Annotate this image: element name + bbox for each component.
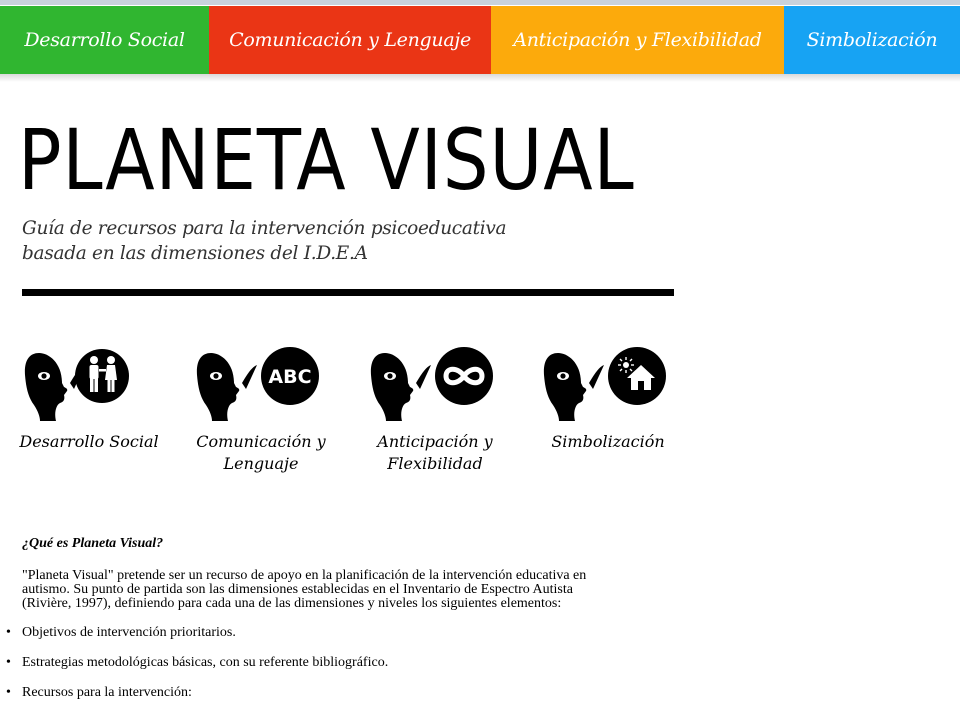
subtitle-line-1: Guía de recursos para la intervención psicoeducativa bbox=[22, 218, 507, 239]
dimension-links bbox=[0, 345, 960, 495]
dimension-simbolizacion[interactable] bbox=[523, 345, 693, 453]
header-divider bbox=[22, 289, 674, 296]
dimension-anticipacion-flexibilidad[interactable] bbox=[350, 345, 520, 475]
nav-comunicacion-lenguaje[interactable]: Comunicación y Lenguaje bbox=[209, 6, 491, 74]
infinity-icon bbox=[350, 345, 520, 425]
dimension-desarrollo-social[interactable] bbox=[4, 345, 174, 453]
list-item: • Recursos para la intervención: bbox=[6, 685, 192, 700]
dimension-label: Comunicación y Lenguaje bbox=[196, 432, 326, 473]
bullet: • bbox=[6, 655, 11, 670]
bullet: • bbox=[6, 685, 11, 700]
main-content bbox=[6, 535, 622, 716]
nav-desarrollo-social[interactable]: Desarrollo Social bbox=[0, 6, 209, 74]
subtitle-line-2: basada en las dimensiones del I.D.E.A bbox=[22, 243, 368, 264]
browser-top-edge bbox=[0, 0, 960, 5]
page-title: PLANETA VISUAL bbox=[18, 111, 635, 209]
page-subtitle bbox=[22, 216, 506, 266]
intro-paragraph: "Planeta Visual" pretende ser un recurso de apoyo en la planificación de la intervención educativa en autismo. Su punto de partida son las dimensiones establecidas en el Inventario de Espectro Autista (Rivière, 1997), definiendo para cada una de las dimensiones y niveles los siguientes elementos: bbox=[22, 568, 587, 611]
dimension-comunicacion-lenguaje[interactable] bbox=[176, 345, 346, 475]
nav-shadow bbox=[0, 74, 960, 82]
dimension-label: Anticipación y Flexibilidad bbox=[377, 432, 493, 473]
svg-text:ABC: ABC bbox=[268, 366, 312, 388]
top-navigation bbox=[0, 6, 960, 74]
nav-anticipacion-flexibilidad[interactable]: Anticipación y Flexibilidad bbox=[491, 6, 784, 74]
abc-icon bbox=[176, 345, 346, 425]
dimension-label: Simbolización bbox=[551, 432, 665, 451]
nav-simbolizacion[interactable]: Simbolización bbox=[784, 6, 960, 74]
section-heading: ¿Qué es Planeta Visual? bbox=[22, 536, 164, 551]
dimension-label: Desarrollo Social bbox=[19, 432, 159, 451]
people-icon bbox=[4, 345, 174, 425]
bullet: • bbox=[6, 625, 11, 640]
list-item: • Estrategias metodológicas básicas, con su referente bibliográfico. bbox=[6, 655, 389, 670]
elements-list bbox=[6, 625, 622, 700]
list-item: • Objetivos de intervención prioritarios. bbox=[6, 625, 236, 640]
house-sun-icon bbox=[523, 345, 693, 425]
